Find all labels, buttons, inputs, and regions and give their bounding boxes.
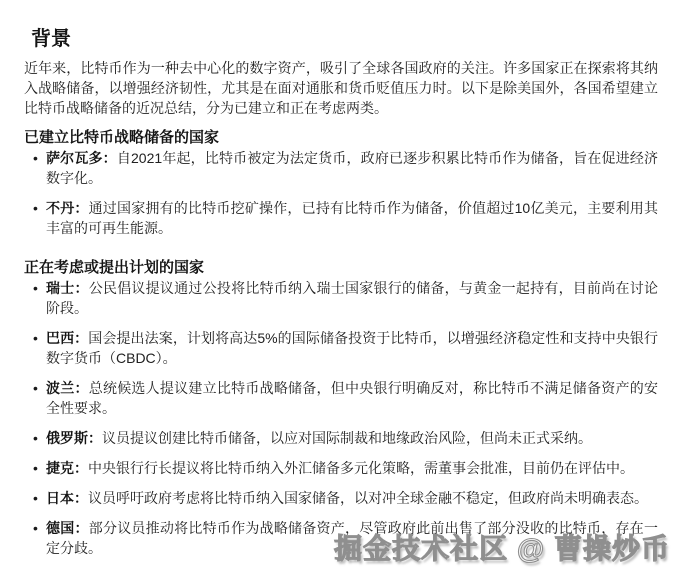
list-item <box>24 328 658 368</box>
watermark: 掘金技术社区 @ 曹操炒币 <box>334 533 670 564</box>
bullet-icon: • <box>33 430 38 446</box>
item-text: 中央银行行长提议将比特币纳入外汇储备多元化策略，需董事会批准，目前仍在评估中。 <box>88 460 634 476</box>
list-item <box>24 198 658 238</box>
country-name: 波兰： <box>46 380 89 396</box>
item-text: 议员提议创建比特币储备，以应对国际制裁和地缘政治风险，但尚未正式采纳。 <box>102 430 592 446</box>
country-name: 巴西： <box>46 330 89 346</box>
bullet-icon: • <box>33 150 38 166</box>
item-text: 通过国家拥有的比特币挖矿操作，已持有比特币作为储备，价值超过10亿美元，主要利用其丰富的可再生能源。 <box>46 200 658 236</box>
established-country-list <box>24 148 658 238</box>
item-text: 议员呼吁政府考虑将比特币纳入国家储备，以对冲全球金融不稳定，但政府尚未明确表态。 <box>88 490 648 506</box>
country-name: 俄罗斯： <box>46 430 102 446</box>
bullet-icon: • <box>33 200 38 216</box>
item-text: 自2021年起，比特币被定为法定货币，政府已逐步积累比特币作为储备，旨在促进经济数字化。 <box>46 150 658 186</box>
bullet-icon: • <box>33 490 38 506</box>
section-heading-considering: 正在考虑或提出计划的国家 <box>24 259 205 276</box>
item-text: 总统候选人提议建立比特币战略储备，但中央银行明确反对，称比特币不满足储备资产的安全性要求。 <box>46 380 659 416</box>
bullet-icon: • <box>33 330 38 346</box>
list-item <box>24 148 658 188</box>
list-item <box>24 488 658 508</box>
country-name: 日本： <box>46 490 88 506</box>
country-name: 德国： <box>46 520 89 536</box>
page-title: 背景 <box>31 28 71 50</box>
section-heading-established: 已建立比特币战略储备的国家 <box>24 129 220 146</box>
list-item <box>24 378 658 418</box>
list-item <box>24 428 658 448</box>
country-name: 瑞士： <box>46 280 89 296</box>
bullet-icon: • <box>33 460 38 476</box>
item-text: 公民倡议提议通过公投将比特币纳入瑞士国家银行的储备，与黄金一起持有，目前尚在讨论阶段。 <box>46 280 659 316</box>
intro-paragraph: 近年来，比特币作为一种去中心化的数字资产，吸引了全球各国政府的关注。许多国家正在探索将其纳入战略储备，以增强经济韧性，尤其是在面对通胀和货币贬值压力时。以下是除美国外，各国希望建立比特币战略储备的近况总结，分为已建立和正在考虑两类。 <box>24 60 658 116</box>
bullet-icon: • <box>33 280 38 296</box>
item-text: 国会提出法案，计划将高达5%的国际储备投资于比特币，以增强经济稳定性和支持中央银行数字货币（CBDC）。 <box>46 330 659 366</box>
bullet-icon: • <box>33 520 38 536</box>
country-name: 捷克： <box>46 460 88 476</box>
bullet-icon: • <box>33 380 38 396</box>
considering-country-list <box>24 278 658 558</box>
list-item <box>24 458 658 478</box>
country-name: 萨尔瓦多： <box>46 150 117 166</box>
country-name: 不丹： <box>46 200 89 216</box>
item-text: 部分议员推动将比特币作为战略储备资产，尽管政府此前出售了部分没收的比特币，存在一定分歧。 <box>46 520 659 556</box>
list-item <box>24 278 658 318</box>
